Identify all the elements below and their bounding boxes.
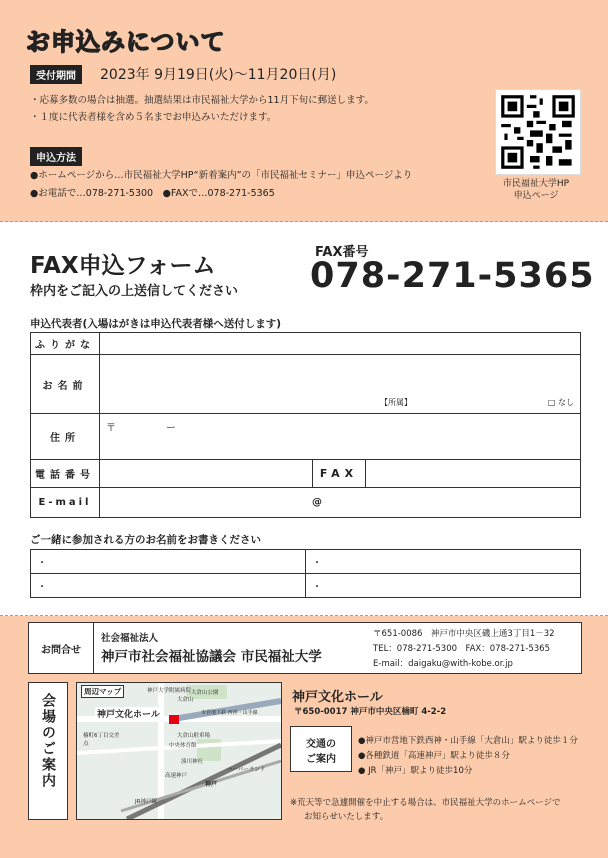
venue-side-label: 会場のご案内: [28, 682, 68, 820]
period-tag: 受付期間: [30, 65, 82, 84]
access-line-3: ● JR「神戸」駅より徒歩10分: [358, 766, 473, 776]
application-form-table: [30, 332, 581, 518]
address-field[interactable]: [100, 414, 581, 460]
furigana-label: ふりがな: [31, 333, 100, 355]
fax-field[interactable]: [366, 460, 581, 488]
phone-field[interactable]: [100, 460, 313, 488]
method-line-1: ●ホームページから…市民福祉大学HP“新着案内”の「市民福祉セミナー」申込ページより: [30, 170, 413, 181]
fax-label: FAX: [313, 460, 366, 488]
companion-field-2[interactable]: ・: [306, 550, 581, 574]
qr-code-icon[interactable]: [496, 90, 580, 174]
venue-address: 〒650-0017 神戸市中央区楠町 4-2-2: [294, 707, 447, 717]
companion-field-3[interactable]: ・: [31, 574, 306, 598]
companion-table: [30, 549, 581, 598]
section-title: お申込みについて: [26, 28, 226, 56]
venue-map[interactable]: [76, 682, 282, 820]
notice-line-2: お知らせいたします。: [304, 812, 389, 822]
notice-line-1: ※荒天等で急遽開催を中止する場合は、市民福祉大学のホームページで: [290, 798, 561, 808]
org-name: 神戸市社会福祉協議会 市民福祉大学: [101, 649, 322, 665]
map-label-intersection: 楠町6丁目交差点: [83, 733, 120, 747]
at-sign: @: [312, 497, 322, 508]
fax-number: 078-271-5365: [310, 256, 595, 296]
map-label-parking: 大倉山駐車場: [177, 733, 211, 739]
fax-form-title: FAX申込フォーム: [30, 253, 216, 279]
contact-label: お問合せ: [29, 623, 94, 673]
map-label-harborland: ハーバーランド: [227, 767, 266, 773]
method-tag: 申込方法: [30, 147, 82, 166]
note-1: ・応募多数の場合は抽選。抽選結果は市民福祉大学から11月下旬に郵送します。: [30, 95, 374, 106]
affiliation-none-checkbox[interactable]: □ なし: [547, 398, 574, 407]
affiliation-label: 【所属】: [380, 398, 412, 407]
map-label-okurayama: 大倉山: [177, 697, 194, 703]
map-label-jr-line: JR神戸線: [135, 799, 157, 805]
companion-heading: ご一緒に参加される方のお名前をお書きください: [30, 534, 261, 546]
map-label-kobe-station: 神戸: [205, 781, 218, 788]
email-label: E-mail: [31, 488, 100, 518]
contact-box: [28, 622, 582, 674]
org-small: 社会福祉法人: [101, 633, 159, 644]
note-2: ・１度に代表者様を含め５名までお申込みいただけます。: [30, 112, 277, 123]
contact-tel-fax: TEL：078-271-5300 FAX：078-271-5365: [373, 644, 550, 654]
contact-email[interactable]: E-mail：daigaku@with-kobe.or.jp: [373, 659, 513, 669]
name-label: お名前: [31, 355, 100, 414]
period-text: 2023年 9月19日(火)〜11月20日(月): [100, 67, 337, 83]
map-label-shrine: 湊川神社: [181, 759, 204, 765]
representative-heading: 申込代表者(入場はがきは申込代表者様へ送付します): [30, 318, 282, 330]
map-label-park: 大倉山公園: [191, 690, 219, 696]
fax-form-subtitle: 枠内をご記入の上送信してください: [30, 284, 239, 299]
contact-address: 〒651-0086 神戸市中央区磯上通3丁目1－32: [373, 629, 555, 639]
cut-line-top: [0, 221, 608, 222]
access-line-2: ●各種鉄道「高速神戸」駅より徒歩８分: [358, 751, 510, 761]
access-label: 交通の ご案内: [290, 726, 352, 772]
postal-code-mark: 〒 ー: [106, 423, 176, 434]
email-field[interactable]: [100, 488, 581, 518]
map-label-kosoku-kobe: 高速神戸: [165, 773, 188, 779]
furigana-field[interactable]: [100, 333, 581, 355]
map-label-gym: 中央体育館: [169, 743, 197, 749]
qr-caption: 市民福祉大学HP 申込ページ: [502, 179, 570, 201]
phone-label: 電話番号: [31, 460, 100, 488]
venue-name: 神戸文化ホール: [292, 690, 383, 705]
map-label-subway: 市営地下鉄 西神・山手線: [201, 710, 258, 716]
map-tag: 周辺マップ: [81, 685, 124, 698]
name-field[interactable]: [100, 355, 581, 414]
companion-field-1[interactable]: ・: [31, 550, 306, 574]
map-venue-name: 神戸文化ホール: [95, 707, 162, 720]
map-label-hospital: 神戸大学附属病院: [147, 688, 192, 694]
address-label: 住所: [31, 414, 100, 460]
companion-field-4[interactable]: ・: [306, 574, 581, 598]
access-line-1: ●神戸市営地下鉄西神・山手線「大倉山」駅より徒歩１分: [358, 736, 578, 746]
fax-number-label: FAX番号: [315, 245, 369, 260]
method-line-2: ●お電話で…078-271-5300 ●FAXで…078-271-5365: [30, 188, 275, 199]
